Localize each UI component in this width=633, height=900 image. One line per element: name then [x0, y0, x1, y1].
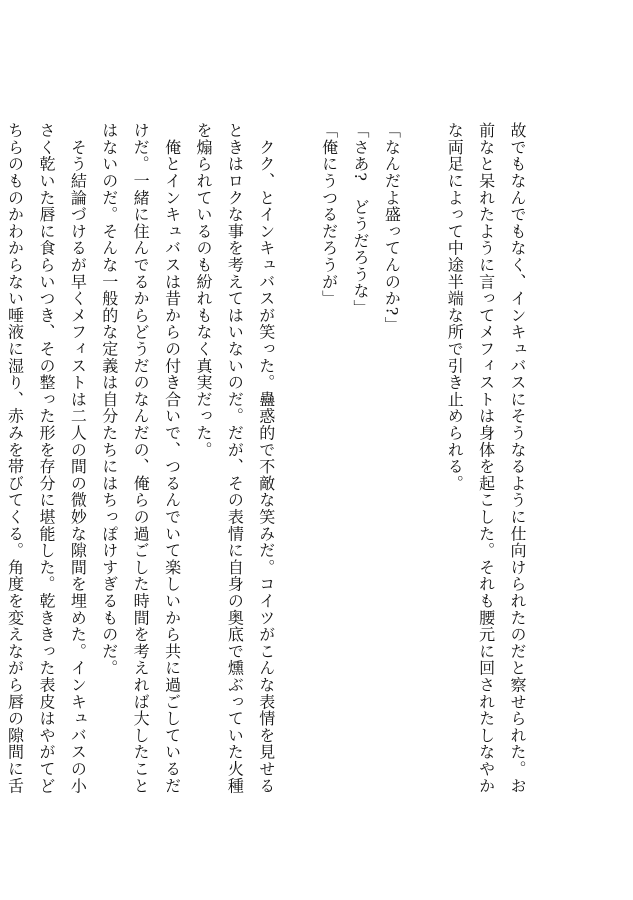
vertical-text-body: [0, 122, 533, 794]
text-line: はないのだ。そんな一般的な定義は自分たちにはちっぽけすぎるものだ。: [99, 122, 119, 677]
text-line: ちらのものかわからない唾液に湿り、赤みを帯びてくる。角度を変えながら唇の隙間に舌: [5, 122, 25, 794]
text-line: けだ。一緒に住んでるからどうだのなんだの、俺らの過ごした時間を考えれば大したこと: [131, 122, 151, 794]
blank-line: [282, 122, 313, 772]
dialogue-line: 「俺にうつるだろうが」: [319, 122, 339, 307]
text-line: を煽られているのも紛れもなく真実だった。: [193, 122, 213, 458]
text-line: 前なと呆れたように言ってメフィストは身体を起こした。それも腰元に回されたしなやか: [476, 122, 496, 794]
text-line: 俺とインキュバスは昔からの付き合いで、つるんでいて楽しいから共に過ごしているだ: [162, 122, 182, 794]
text-line: さく乾いた唇に食らいつき、その整った形を存分に堪能した。乾ききった表皮はやがてど: [36, 122, 56, 794]
text-line: ときはロクな事を考えてはいないのだ。だが、その表情に自身の奥底で燻ぶっていた火種: [225, 122, 245, 794]
text-line: クク、とインキュバスが笑った。蠱惑的で不敵な笑みだ。コイツがこんな表情を見せる: [256, 122, 276, 794]
text-line: そう結論づけるが早くメフィストは二人の間の微妙な隙間を埋めた。インキュバスの小: [68, 122, 88, 794]
text-line: 故でもなんでもなく、インキュバスにそうなるように仕向けられたのだと察せられた。お: [508, 122, 527, 794]
blank-line: [407, 122, 438, 772]
dialogue-line: 「さあ? どうだろうな」: [350, 122, 370, 317]
dialogue-line: 「なんだよ盛ってんのか?」: [382, 122, 402, 333]
text-line: な両足によって中途半端な所で引き止められる。: [445, 122, 465, 492]
